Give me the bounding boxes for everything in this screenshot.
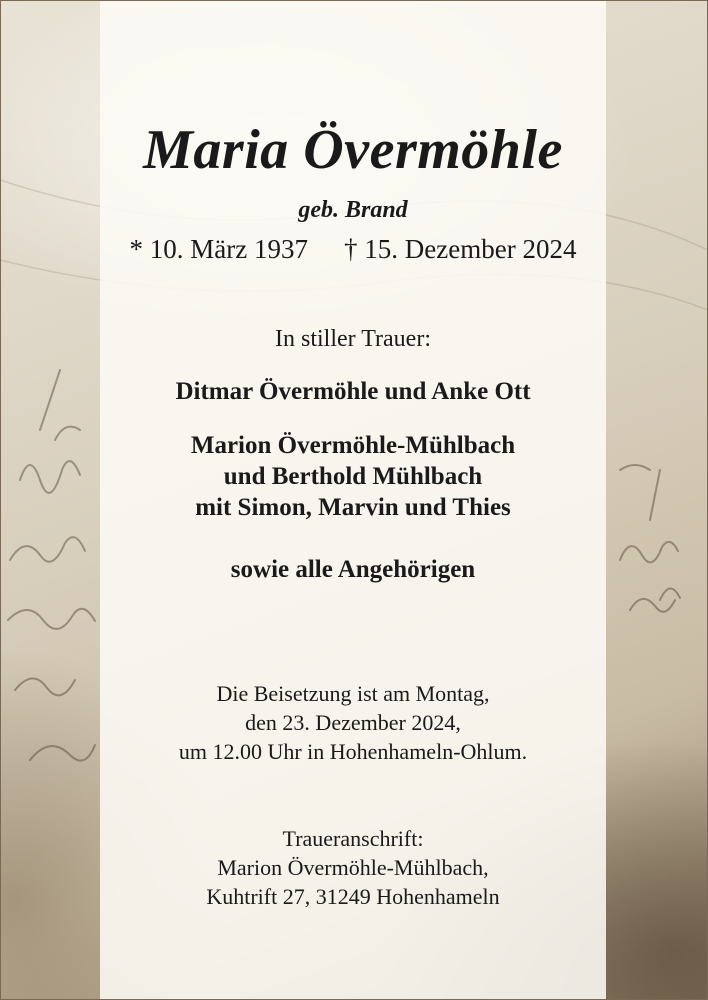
service-line: Die Beisetzung ist am Montag,: [216, 681, 490, 706]
mourning-intro: In stiller Trauer:: [275, 326, 431, 352]
address-line: Marion Övermöhle-Mühlbach,: [217, 855, 489, 880]
mourner-group-1: Ditmar Övermöhle und Anke Ott: [175, 378, 531, 405]
mourner-group-3: sowie alle Angehörigen: [230, 556, 476, 583]
mourner-line: mit Simon, Marvin und Thies: [195, 494, 511, 521]
mourner-group-2: [100, 430, 606, 523]
life-dates: [100, 234, 606, 265]
birth-date: * 10. März 1937: [129, 234, 309, 264]
mourner-line: und Berthold Mühlbach: [223, 463, 483, 490]
address-line: Traueranschrift:: [282, 826, 424, 851]
deceased-name: Maria Övermöhle: [143, 119, 563, 181]
maiden-name: geb. Brand: [298, 197, 408, 223]
address-line: Kuhtrift 27, 31249 Hohenhameln: [206, 884, 500, 909]
service-line: um 12.00 Uhr in Hohenhameln-Ohlum.: [178, 739, 528, 764]
notice-content: [100, 0, 606, 1000]
death-date: † 15. Dezember 2024: [344, 234, 577, 264]
funeral-service-info: [100, 679, 606, 766]
mourner-line: Marion Övermöhle-Mühlbach: [190, 432, 516, 459]
service-line: den 23. Dezember 2024,: [245, 710, 461, 735]
condolence-address: [100, 824, 606, 911]
